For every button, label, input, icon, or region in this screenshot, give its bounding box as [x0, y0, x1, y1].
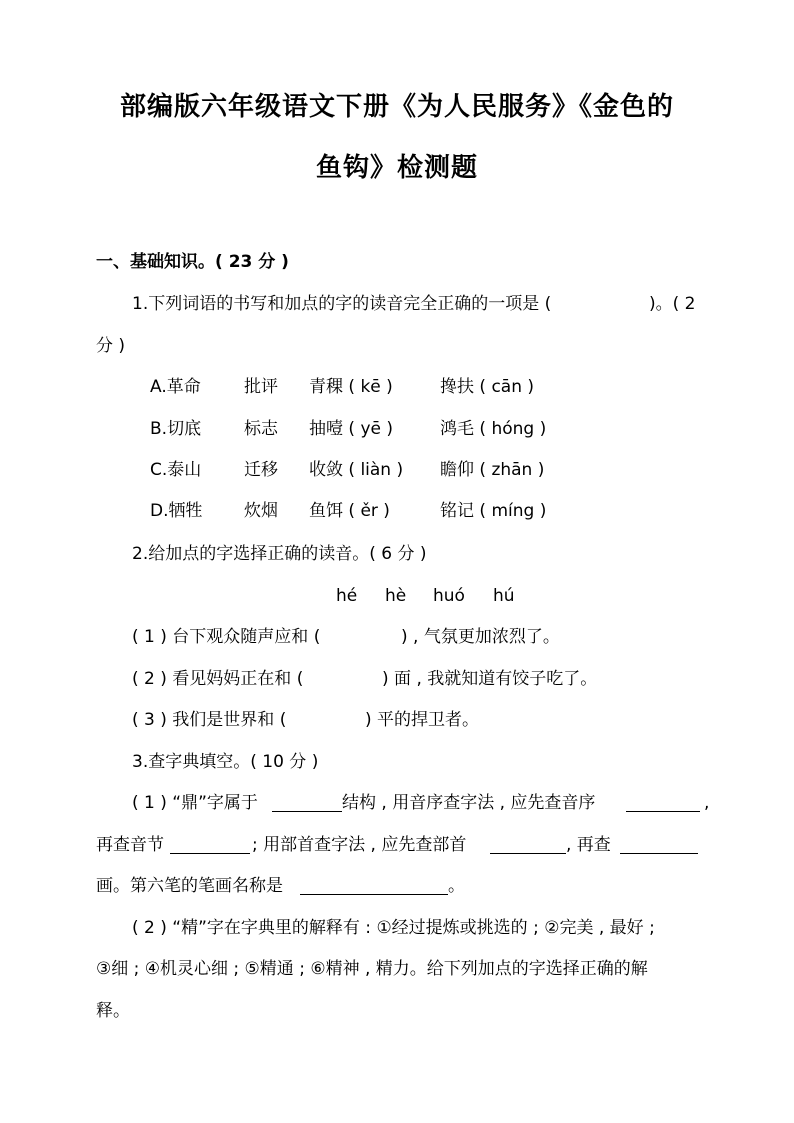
q2-item-1-b: ) , 气氛更加浓烈了。: [401, 627, 560, 647]
q3-p1-a: ( 1 ) “鼎”字属于: [132, 793, 258, 813]
q2-pinyin: hú: [493, 586, 515, 606]
q1-option-word: 标志: [244, 419, 278, 439]
q3-p5: ③细 ; ④机灵心细 ; ⑤精通 ; ⑥精神 , 精力。给下列加点的字选择正确的解: [96, 959, 648, 979]
q2-item-1-a: ( 1 ) 台下观众随声应和 (: [132, 627, 321, 647]
q3-p2-a: 再查音节: [96, 835, 164, 855]
q3-blank-strokes[interactable]: [620, 835, 698, 854]
q1-option-word: 批评: [244, 377, 278, 397]
q3-blank-radical[interactable]: [490, 835, 566, 854]
q1-option-word: 抽噎 ( yē ): [309, 419, 393, 439]
q3-p2-b: ; 用部首查字法 , 应先查部首: [252, 835, 467, 855]
q3-p6: 释。: [96, 1001, 130, 1021]
q3-blank-initial[interactable]: [626, 793, 700, 812]
page-title-line-2: 鱼钩》检测题: [315, 153, 478, 183]
q1-option-word: 鸿毛 ( hóng ): [440, 419, 547, 439]
page-title-line-1: 部编版六年级语文下册《为人民服务》《金色的: [119, 92, 674, 122]
q3-p3-a: 画。第六笔的笔画名称是: [96, 876, 283, 896]
q3-text: 3.查字典填空。( 10 分 ): [132, 752, 319, 772]
section-1-heading: 一、基础知识。( 23 分 ): [96, 252, 289, 272]
q2-item-3-b: ) 平的捍卫者。: [365, 710, 480, 730]
q3-blank-structure[interactable]: [272, 793, 342, 812]
q2-item-2-a: ( 2 ) 看见妈妈正在和 (: [132, 669, 304, 689]
q1-option-word: 收敛 ( liàn ): [309, 460, 404, 480]
q3-p1-b: 结构 , 用音序查字法 , 应先查音序: [342, 793, 596, 813]
q1-option-word: 炊烟: [244, 501, 278, 521]
q2-pinyin: hé: [336, 586, 358, 606]
q2-item-2-b: ) 面 , 我就知道有饺子吃了。: [382, 669, 598, 689]
q1-option-label: D.牺牲: [150, 501, 203, 521]
q1-text-a: 1.下列词语的书写和加点的字的读音完全正确的一项是 (: [132, 294, 552, 314]
q1-option-word: 瞻仰 ( zhān ): [440, 460, 545, 480]
q1-option-word: 迁移: [244, 460, 278, 480]
q2-item-3-a: ( 3 ) 我们是世界和 (: [132, 710, 287, 730]
q1-option-word: 搀扶 ( cān ): [440, 377, 535, 397]
q1-option-label: B.切底: [150, 419, 202, 439]
q1-option-word: 青稞 ( kē ): [309, 377, 393, 397]
q3-p3-b: 。: [448, 876, 465, 896]
q3-p1-c: ,: [704, 793, 710, 813]
q1-text-b: )。( 2: [649, 294, 696, 314]
q3-blank-stroke-name[interactable]: [300, 876, 448, 895]
q1-option-label: C.泰山: [150, 460, 202, 480]
q3-p2-c: , 再查: [566, 835, 611, 855]
q1-option-word: 铭记 ( míng ): [440, 501, 547, 521]
q2-pinyin: hè: [385, 586, 407, 606]
q3-p4: ( 2 ) “精”字在字典里的解释有 : ①经过提炼或挑选的 ; ②完美 , 最好 ;: [132, 918, 655, 938]
q2-pinyin: huó: [433, 586, 465, 606]
q1-option-label: A.革命: [150, 377, 201, 397]
q2-text: 2.给加点的字选择正确的读音。( 6 分 ): [132, 544, 427, 564]
q1-text-c: 分 ): [96, 336, 126, 356]
q3-blank-syllable[interactable]: [170, 835, 250, 854]
q1-option-word: 鱼饵 ( ěr ): [309, 501, 390, 521]
